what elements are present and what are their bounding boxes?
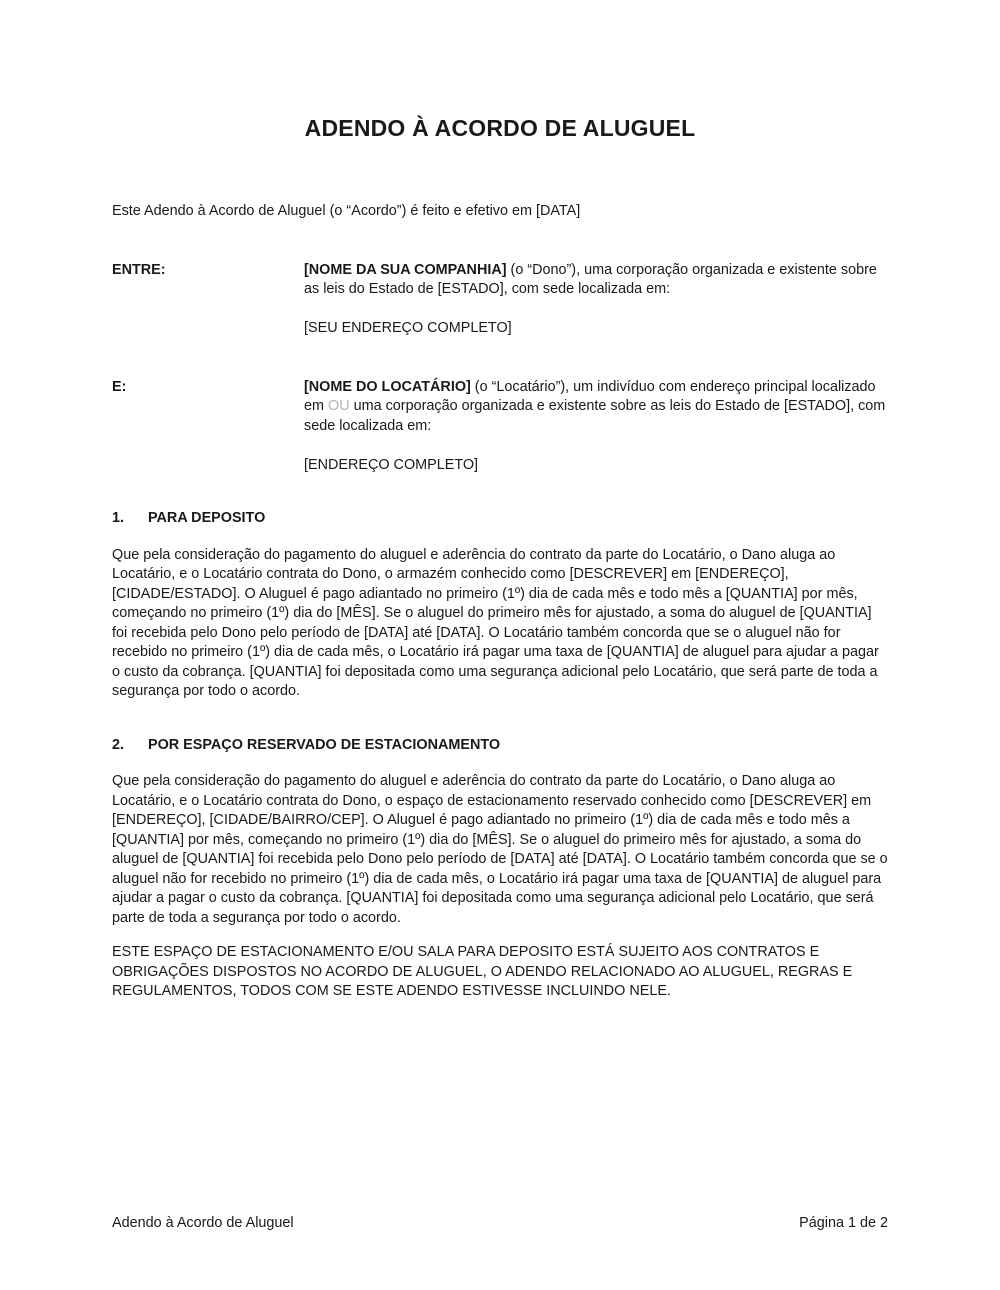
party-label-entre: ENTRE:	[112, 261, 166, 278]
section-heading-2	[112, 736, 888, 756]
or-word: OU	[328, 398, 350, 414]
document-content	[112, 0, 892, 1002]
tenant-address-placeholder: [ENDEREÇO COMPLETO]	[304, 456, 479, 473]
party-description-owner	[304, 261, 888, 339]
section-body-1: Que pela consideração do pagamento do aluguel e aderência do contrato da parte do Locatário, o Dano aluga ao Locatário, e o Locatário contrata do Dono, o armazém conhecido como [DESCREVER] em [ENDEREÇO], [CIDADE/ESTADO]. O Aluguel é pago adiantado no primeiro (1º) dia de cada mês e todo mês a [QUANTIA] por mês, começando no primeiro (1º) dia do [MÊS]. Se o aluguel do primeiro mês for ajustado, a soma do aluguel de [QUANTIA] foi recebida pelo Dono pelo período de [DATA] até [DATA]. O Locatário também concorda que se o aluguel não for recebido no primeiro (1º) dia de cada mês, o Locatário irá pagar uma taxa de [QUANTIA] de aluguel para ajudar a pagar o custo da cobrança. [QUANTIA] foi depositada como uma segurança adicional pelo Locatário, que será parte de toda a segurança por todo o acordo.	[112, 546, 883, 699]
intro-paragraph: Este Adendo à Acordo de Aluguel (o “Acordo”) é feito e efetivo em [DATA]	[112, 203, 581, 219]
owner-address-placeholder: [SEU ENDEREÇO COMPLETO]	[304, 320, 512, 336]
page-footer	[112, 1214, 888, 1234]
footer-document-name: Adendo à Acordo de Aluguel	[112, 1215, 294, 1231]
section-title-2: POR ESPAÇO RESERVADO DE ESTACIONAMENTO	[148, 736, 501, 753]
party-label-e: E:	[112, 378, 127, 395]
document-title: ADENDO À ACORDO DE ALUGUEL	[304, 115, 696, 141]
owner-description-text: (o “Dono”), uma corporação organizada e existente sobre as leis do Estado de [ESTADO], com sede localizada em:	[304, 261, 877, 297]
party-description-tenant	[304, 378, 888, 476]
section-number-2: 2.	[112, 736, 125, 753]
section-title-1: PARA DEPOSITO	[148, 510, 266, 526]
tenant-description-text-2: uma corporação organizada e existente sobre as leis do Estado de [ESTADO], com sede localizada em:	[304, 398, 886, 434]
closing-paragraph: ESTE ESPAÇO DE ESTACIONAMENTO E/OU SALA PARA DEPOSITO ESTÁ SUJEITO AOS CONTRATOS E OBRIGAÇÕES DISPOSTOS NO ACORDO DE ALUGUEL, O ADENDO RELACIONADO AO ALUGUEL, REGRAS E REGULAMENTOS, TODOS COM SE ESTE ADENDO ESTIVESSE INCLUINDO NELE.	[112, 944, 853, 999]
party-block-tenant	[112, 378, 888, 476]
section-number-1: 1.	[112, 510, 125, 526]
party-tenant-text	[304, 378, 888, 437]
party-block-owner	[112, 261, 888, 339]
tenant-name-placeholder: [NOME DO LOCATÁRIO]	[304, 378, 471, 395]
section-heading-1	[112, 509, 888, 529]
party-owner-text	[304, 261, 888, 300]
footer-page-number: Página 1 de 2	[799, 1215, 888, 1231]
owner-name-placeholder: [NOME DA SUA COMPANHIA]	[304, 261, 507, 278]
section-body-2: Que pela consideração do pagamento do aluguel e aderência do contrato da parte do Locatário, o Dano aluga ao Locatário, e o Locatário contrata do Dono, o espaço de estacionamento reservado conhecido como [DESCREVER] em [ENDEREÇO], [CIDADE/BAIRRO/CEP]. O Aluguel é pago adiantado no primeiro (1º) dia de cada mês e todo mês a [QUANTIA] por mês, começando no primeiro (1º) dia do [MÊS]. Se o aluguel do primeiro mês for ajustado, a soma do aluguel de [QUANTIA] foi recebida pelo Dono pelo período de [DATA] até [DATA]. O Locatário também concorda que se o aluguel não for recebido no primeiro (1º) dia de cada mês, o Locatário irá pagar uma taxa de [QUANTIA] de aluguel para ajudar a pagar o custo da cobrança. [QUANTIA] foi depositada como uma segurança adicional pelo Locatário, que será parte de toda a segurança por todo o acordo.	[112, 773, 892, 926]
tenant-description-text-1: (o “Locatário”), um indivíduo com endereço principal localizado em	[304, 378, 876, 414]
